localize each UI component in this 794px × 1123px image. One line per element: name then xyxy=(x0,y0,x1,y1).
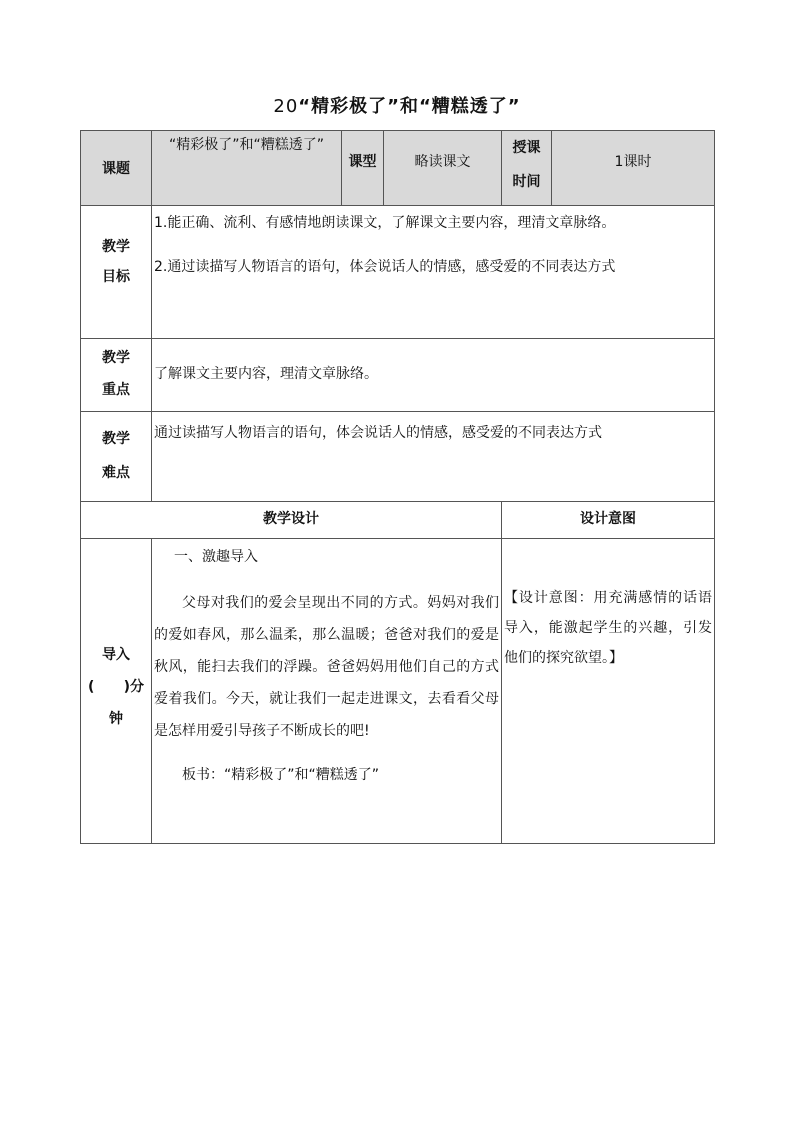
type-value-cell xyxy=(384,131,502,206)
intro-label xyxy=(81,539,151,735)
intro-label-line1: 导入 xyxy=(102,647,130,663)
intro-label-line2: ( )分 xyxy=(87,679,145,695)
time-label xyxy=(502,131,551,199)
type-label-cell xyxy=(342,131,384,206)
intro-content xyxy=(152,539,501,789)
key-points-row xyxy=(81,339,715,412)
header-row xyxy=(81,131,715,206)
lesson-title: “精彩极了”和“糟糕透了” xyxy=(298,96,521,117)
difficulties-row xyxy=(81,412,715,502)
intro-label-line3: 钟 xyxy=(109,711,123,727)
difficulties-content-cell xyxy=(152,412,715,502)
goals-content-cell xyxy=(152,206,715,339)
topic-value-cell xyxy=(152,131,342,206)
lesson-number: 20 xyxy=(273,96,299,117)
type-value: 略读课文 xyxy=(414,154,471,170)
time-value-cell xyxy=(552,131,715,206)
intro-section-title: 一、激趣导入 xyxy=(174,549,258,565)
topic-label-cell xyxy=(81,131,152,206)
key-points-label-line2: 重点 xyxy=(102,382,130,398)
time-value: 1课时 xyxy=(614,154,652,170)
page-title xyxy=(0,92,794,118)
goals-label-line2: 目标 xyxy=(102,269,130,285)
goals-label-cell xyxy=(81,206,152,339)
goals-label-line1: 教学 xyxy=(102,239,130,255)
intent-header: 设计意图 xyxy=(580,511,636,527)
design-header: 教学设计 xyxy=(263,511,319,527)
intro-intent: 【设计意图：用充满感情的话语导入，能激起学生的兴趣，引发他们的探究欲望。】 xyxy=(504,590,712,666)
intro-board: 板书：“精彩极了”和“糟糕透了” xyxy=(182,767,380,783)
key-points-label-line1: 教学 xyxy=(102,350,130,366)
intro-label-cell xyxy=(81,539,152,844)
goals-label xyxy=(81,206,151,292)
goals-content xyxy=(152,206,714,280)
difficulties-label-cell xyxy=(81,412,152,502)
difficulties-label-line2: 难点 xyxy=(102,465,130,481)
difficulties-text: 通过读描写人物语言的语句，体会说话人的情感，感受爱的不同表达方式 xyxy=(154,425,602,441)
design-header-row xyxy=(81,502,715,539)
time-label-line1: 授课 xyxy=(512,140,541,156)
key-points-content-cell xyxy=(152,339,715,412)
goals-row xyxy=(81,206,715,339)
goal-item-1: 1.能正确、流利、有感情地朗读课文，了解课文主要内容，理清文章脉络。 xyxy=(154,215,616,231)
design-header-cell xyxy=(81,502,502,539)
intro-row xyxy=(81,539,715,844)
time-label-cell xyxy=(502,131,552,206)
topic-label: 课题 xyxy=(102,161,130,177)
goal-item-2: 2.通过读描写人物语言的语句，体会说话人的情感，感受爱的不同表达方式 xyxy=(154,259,616,275)
difficulties-label-line1: 教学 xyxy=(102,431,130,447)
intro-content-cell xyxy=(152,539,502,844)
type-label: 课型 xyxy=(348,154,377,170)
intro-paragraph: 父母对我们的爱会呈现出不同的方式。妈妈对我们的爱如春风，那么温柔，那么温暖；爸爸对我们的爱是秋风，能扫去我们的浮躁。爸爸妈妈用他们自己的方式爱着我们。今天，就让我们一起走进课文，去看看父母是怎样用爱引导孩子不断成长的吧! xyxy=(154,595,499,739)
intent-header-cell xyxy=(502,502,715,539)
key-points-label xyxy=(81,339,151,406)
difficulties-label xyxy=(81,412,151,490)
intro-intent-cell xyxy=(502,539,715,844)
key-points-text: 了解课文主要内容，理清文章脉络。 xyxy=(154,366,378,382)
key-points-label-cell xyxy=(81,339,152,412)
topic-value: “精彩极了”和“糟糕透了” xyxy=(168,137,324,153)
time-label-line2: 时间 xyxy=(512,174,541,190)
lesson-plan-table xyxy=(80,130,715,844)
